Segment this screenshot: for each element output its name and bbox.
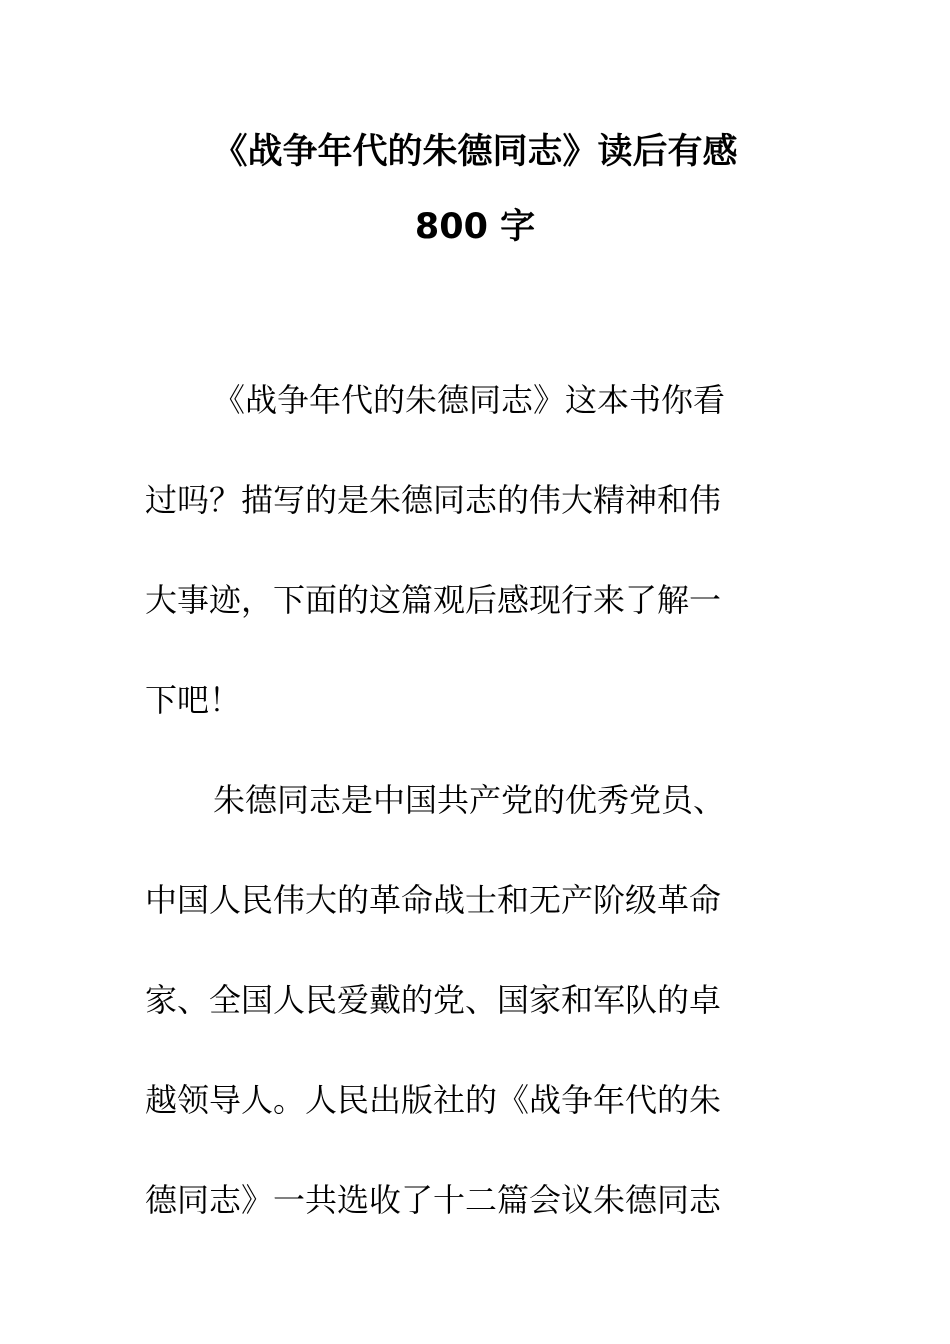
paragraph-2-line-3: 家、全国人民爱戴的党、国家和军队的卓 bbox=[145, 981, 722, 1019]
paragraph-1-line-4: 下吧！ bbox=[145, 681, 242, 719]
paragraph-2-line-2: 中国人民伟大的革命战士和无产阶级革命 bbox=[145, 881, 722, 919]
paragraph-2-line-5: 德同志》一共选收了十二篇会议朱德同志 bbox=[145, 1181, 722, 1219]
paragraph-1-line-3: 大事迹，下面的这篇观后感现行来了解一 bbox=[145, 581, 722, 619]
document-title-line-2: 800 字 bbox=[414, 207, 536, 247]
paragraph-1-line-2: 过吗？描写的是朱德同志的伟大精神和伟 bbox=[145, 481, 722, 519]
paragraph-2-line-1: 朱德同志是中国共产党的优秀党员、 bbox=[213, 781, 726, 819]
document-title-line-1: 《战争年代的朱德同志》读后有感 bbox=[212, 132, 738, 172]
paragraph-1-line-1: 《战争年代的朱德同志》这本书你看 bbox=[213, 381, 726, 419]
paragraph-2-line-4: 越领导人。人民出版社的《战争年代的朱 bbox=[145, 1081, 722, 1119]
